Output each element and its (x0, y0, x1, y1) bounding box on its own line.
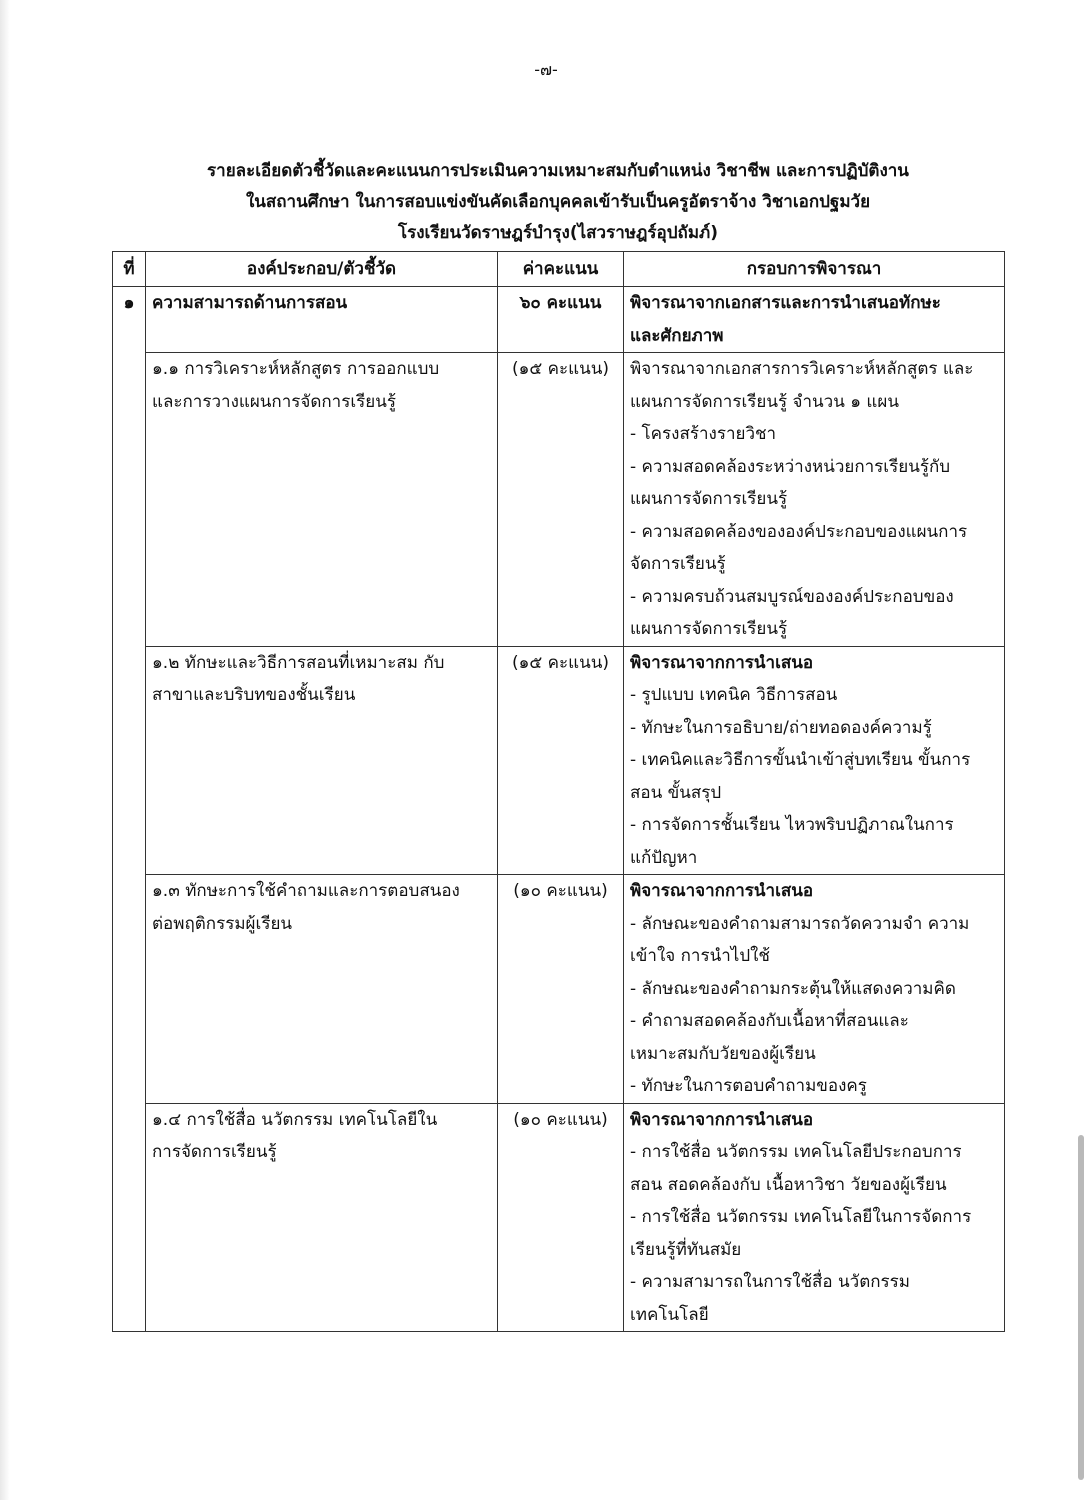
criteria-line: - ความสามารถในการใช้สื่อ นวัตกรรม (630, 1272, 910, 1292)
criteria-line: - ความครบถ้วนสมบูรณ์ขององค์ประกอบของ (630, 586, 954, 607)
component-line: สาขาและบริบทของชั้นเรียน (152, 685, 356, 705)
criteria-line: - ความสอดคล้องขององค์ประกอบของแผนการ (630, 521, 968, 542)
criteria-line: พิจารณาจากเอกสารและการนำเสนอทักษะ (630, 293, 941, 313)
criteria-line: เรียนรู้ที่ทันสมัย (630, 1239, 742, 1260)
component-line: และการวางแผนการจัดการเรียนรู้ (152, 391, 397, 412)
criteria-line: แก้ปัญหา (630, 847, 698, 868)
criteria-line: สอน ขั้นสรุป (630, 782, 722, 803)
document-title (112, 156, 1004, 249)
table-row-sub-3 (113, 875, 1005, 1104)
sub-points: (๑๐ คะแนน) (498, 875, 624, 1104)
sub-criteria (624, 353, 1005, 647)
component-line: ๑.๑ การวิเคราะห์หลักสูตร การออกแบบ (152, 359, 440, 379)
table-row-sub-2 (113, 646, 1005, 875)
component-line: ๑.๒ ทักษะและวิธีการสอนที่เหมาะสม กับ (152, 652, 445, 673)
sub-criteria (624, 875, 1005, 1104)
row-number-empty (113, 353, 146, 647)
criteria-line: - การใช้สื่อ นวัตกรรม เทคโนโลยีประกอบการ (630, 1142, 962, 1162)
criteria-line: - เทคนิคและวิธีการขั้นนำเข้าสู่บทเรียน ขั้นการ (630, 750, 971, 770)
criteria-line: - การใช้สื่อ นวัตกรรม เทคโนโลยีในการจัดการ (630, 1207, 972, 1227)
header-component: องค์ประกอบ/ตัวชี้วัด (146, 252, 498, 287)
criteria-line: - รูปแบบ เทคนิค วิธีการสอน (630, 685, 838, 705)
component-line: ต่อพฤติกรรมผู้เรียน (152, 913, 293, 934)
sub-component (146, 646, 498, 875)
criteria-line: แผนการจัดการเรียนรู้ จำนวน ๑ แผน (630, 391, 899, 412)
title-line-3: โรงเรียนวัดราษฎร์บำรุง(ไสวราษฎร์อุปถัมภ์) (397, 223, 718, 243)
criteria-line: สอน สอดคล้องกับ เนื้อหาวิชา วัยของผู้เรียน (630, 1174, 947, 1195)
title-line-2: ในสถานศึกษา ในการสอบแข่งขันคัดเลือกบุคคลเข้ารับเป็นครูอัตราจ้าง วิชาเอกปฐมวัย (245, 192, 871, 212)
table-row-sub-4 (113, 1103, 1005, 1332)
row-number-empty (113, 875, 146, 1104)
page-edge-shadow (0, 0, 10, 1500)
criteria-line: เหมาะสมกับวัยของผู้เรียน (630, 1043, 816, 1064)
criteria-line: - ทักษะในการอธิบาย/ถ่ายทอดองค์ความรู้ (630, 717, 932, 738)
sub-criteria (624, 646, 1005, 875)
component-line: ๑.๓ ทักษะการใช้คำถามและการตอบสนอง (152, 881, 460, 901)
criteria-line: - การจัดการชั้นเรียน ไหวพริบปฏิภาณในการ (630, 815, 954, 835)
criteria-line: - ความสอดคล้องระหว่างหน่วยการเรียนรู้กับ (630, 456, 951, 477)
criteria-heading: พิจารณาจากการนำเสนอ (630, 881, 814, 901)
criteria-line: - โครงสร้างรายวิชา (630, 424, 777, 444)
criteria-heading: พิจารณาจากการนำเสนอ (630, 652, 814, 673)
sub-component (146, 875, 498, 1104)
table-header-row (113, 252, 1005, 287)
main-component: ความสามารถด้านการสอน (146, 287, 498, 353)
criteria-line: พิจารณาจากเอกสารการวิเคราะห์หลักสูตร และ (630, 359, 974, 379)
title-line-1: รายละเอียดตัวชี้วัดและคะแนนการประเมินความเหมาะสมกับตำแหน่ง วิชาชีพ และการปฏิบัติงาน (207, 161, 909, 181)
component-line: ๑.๔ การใช้สื่อ นวัตกรรม เทคโนโลยีใน (152, 1109, 438, 1130)
vertical-scrollbar-thumb[interactable] (1078, 1135, 1084, 1480)
row-number: ๑ (113, 287, 146, 353)
criteria-line: - คำถามสอดคล้องกับเนื้อหาที่สอนและ (630, 1011, 909, 1031)
sub-points: (๑๕ คะแนน) (498, 353, 624, 647)
sub-component (146, 353, 498, 647)
table-row-main (113, 287, 1005, 353)
header-criteria: กรอบการพิจารณา (624, 252, 1005, 287)
sub-points: (๑๐ คะแนน) (498, 1103, 624, 1332)
row-number-empty (113, 646, 146, 875)
page-number: -๗- (534, 60, 558, 79)
criteria-heading: พิจารณาจากการนำเสนอ (630, 1109, 814, 1130)
row-number-empty (113, 1103, 146, 1332)
table-row-sub-1 (113, 353, 1005, 647)
sub-points: (๑๕ คะแนน) (498, 646, 624, 875)
header-points: ค่าคะแนน (498, 252, 624, 287)
criteria-line: เข้าใจ การนำไปใช้ (630, 946, 770, 966)
criteria-line: และศักยภาพ (630, 325, 724, 346)
criteria-table (112, 251, 1005, 1332)
criteria-line: - ลักษณะของคำถามกระตุ้นให้แสดงความคิด (630, 978, 956, 999)
criteria-line: - ลักษณะของคำถามสามารถวัดความจำ ความ (630, 913, 970, 934)
criteria-line: แผนการจัดการเรียนรู้ (630, 489, 788, 509)
criteria-line: จัดการเรียนรู้ (630, 554, 726, 574)
header-number: ที่ (113, 252, 146, 287)
criteria-line: เทคโนโลยี (630, 1304, 709, 1325)
main-points: ๖๐ คะแนน (498, 287, 624, 353)
sub-component (146, 1103, 498, 1332)
sub-criteria (624, 1103, 1005, 1332)
main-criteria (624, 287, 1005, 353)
criteria-line: - ทักษะในการตอบคำถามของครู (630, 1076, 867, 1096)
criteria-line: แผนการจัดการเรียนรู้ (630, 619, 788, 639)
component-line: การจัดการเรียนรู้ (152, 1142, 277, 1162)
